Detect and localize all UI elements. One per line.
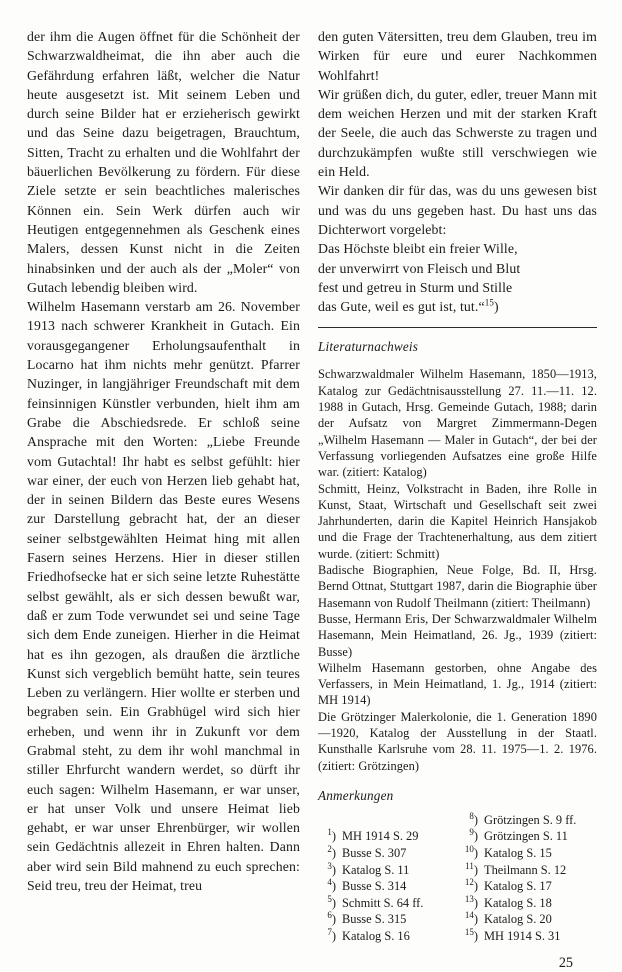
footnote-item: $^{13}$) Katalog S. 18 xyxy=(464,893,552,910)
section-divider xyxy=(318,327,597,328)
poem-line-text: das Gute, weil es gut ist, tut.“ xyxy=(318,299,485,315)
footnote-text: Schmitt S. 64 ff. xyxy=(342,895,424,910)
poem-line: Das Höchste bleibt ein freier Wille, xyxy=(318,241,518,257)
footnote-ref-15: 15 xyxy=(484,297,494,308)
footnote-number: 13 xyxy=(464,893,474,904)
right-column xyxy=(318,27,597,971)
footnote-text: Theilmann S. 12 xyxy=(484,862,567,877)
footnote-number: 14 xyxy=(464,910,474,921)
footnote-list-left xyxy=(318,812,460,945)
literature-entry: Badische Biographien, Neue Folge, Bd. II, Hrsg. Bernd Ottnat, Stuttgart 1987, darin die Biographie über Hasemann von Rudolf Theilmann (zitiert: Theilmann) xyxy=(318,563,597,610)
literature-heading: Literaturnachweis xyxy=(318,339,419,355)
footnote-text: Katalog S. 16 xyxy=(342,929,410,944)
poem-line-last xyxy=(318,297,597,316)
notes-heading: Anmerkungen xyxy=(318,787,394,803)
footnote-item: $^9$) Grötzingen S. 11 xyxy=(469,827,568,844)
literature-entry: Busse, Hermann Eris, Der Schwarzwaldmaler Wilhelm Hasemann, Mein Heimatland, 26. Jg., 1939 (zitiert: Busse) xyxy=(318,611,597,659)
footnote-number: 7 xyxy=(327,926,332,937)
literature-entry: Die Grötzinger Malerkolonie, die 1. Generation 1890—1920, Katalog der Ausstellung in der Staatl. Kunsthalle Karlsruhe vom 28. 11. 1975—1. 2. 1976. (zitiert: Grötzingen) xyxy=(318,709,597,773)
footnote-item: $^7$) Katalog S. 16 xyxy=(327,926,410,944)
left-column xyxy=(27,27,300,901)
footnote-text: Busse S. 315 xyxy=(342,912,407,927)
footnote-item: $^{14}$) Katalog S. 20 xyxy=(464,910,552,927)
footnote-number: 4 xyxy=(327,877,332,888)
footnote-number: 6 xyxy=(327,910,332,921)
footnote-item: $^1$) MH 1914 S. 29 xyxy=(327,827,419,844)
footnote-item: $^5$) Schmitt S. 64 ff. xyxy=(327,893,424,910)
footnote-item: $^{12}$) Katalog S. 17 xyxy=(464,877,552,894)
footnotes xyxy=(318,812,597,945)
footnote-number: 10 xyxy=(464,843,474,854)
footnote-text: Katalog S. 18 xyxy=(484,895,552,910)
footnote-text: Grötzingen S. 9 ff. xyxy=(484,812,577,827)
footnote-text: Katalog S. 20 xyxy=(484,912,552,927)
footnote-text: Katalog S. 17 xyxy=(484,879,552,894)
body-paragraph-1: der ihm die Augen öffnet für die Schönheit der Schwarzwaldheimat, die ihn aber auch die Gefährdung erfahren läßt, welcher die Natur heute ausgesetzt ist. Mit seinem Leben und durch seine Bilder hat er erzieherisch gewirkt und das Seine dazu beigetragen, Brauchtum, Sitten, Tracht zu erhalten und die Wohlfahrt der bäuerlichen Bevölkerung zu fördern. Für diese Ziele setzte er sein beachtliches malerisches Können ein. Sein Werk dürfen auch wir Heutigen entgegennehmen als Geschenk eines Malers, dessen Kunst nicht in die Zeiten hinabsinken und der auch als der „Moler“ von Gutach lebendig bleiben wird. xyxy=(27,29,300,295)
literature-entry: Schmitt, Heinz, Volkstracht in Baden, ihre Rolle in Kunst, Staat, Wirtschaft und Gesellschaft seit zwei Jahrhunderten, darin die Kapitel Heinrich Hansjakob und die Frage der Trachtenerhaltung, aus dem zitiert wurde. (zitiert: Schmitt) xyxy=(318,481,597,561)
footnote-number: 8 xyxy=(469,810,474,821)
poem-line: der unverwirrt von Fleisch und Blut xyxy=(318,260,521,276)
footnote-number: 3 xyxy=(327,860,332,871)
footnote-number: 11 xyxy=(465,860,474,871)
footnote-item: $^4$) Busse S. 314 xyxy=(327,877,407,894)
poem-line: fest und getreu in Sturm und Stille xyxy=(318,279,513,295)
body-paragraph-3: Wir grüßen dich, du guter, edler, treuer Mann mit dem weichen Herzen und mit der starken Kraft der Seele, die auch das Schwerste zu tragen und durchzukämpfen wußte still verschwiegen wie ein Held. xyxy=(318,86,597,180)
footnote-item: $^{11}$) Theilmann S. 12 xyxy=(465,860,567,877)
footnote-number: 5 xyxy=(327,893,332,904)
footnote-text: Busse S. 307 xyxy=(342,846,407,861)
body-paragraph-2: Wilhelm Hasemann verstarb am 26. November 1913 nach schwerer Krankheit in Gutach. Ein vorausgegangener Erholungsaufenthalt in Locarno hat ihm nichts mehr genützt. Pfarrer Nuzinger, in langjähriger Freundschaft mit dem feinsinnigen Künstler verbunden, hielt ihm am Grabe die Abschiedsrede. Er schloß seine Ansprache mit den Worten: „Liebe Freunde vom Gutachtal! Ihr habt es selbst gefühlt: hier war einer, der euch von Herzen lieb gehabt hat, der in seinen Bildern das Beste eures Wesens zur Darstellung gebracht hat, der an dieser seiner selbstgewählten Heimat hing mit allen Fasern seines Herzens. Hier in dieser stillen Friedhofsecke hat er sich seine letzte Ruhestätte selbst gewählt, als er sich dessen bewußt war, daß er zum Tode verwundet sei und seine Tage sich dem Ende zuneigen. Hierher in die Heimat hat es ihn gezogen, als draußen die ärztliche Kunst sich vergeblich bemüht hatte, sein teures Leben zu verlängern. Hier wollte er sterben und begraben sein. Ein Grabhügel wird sich hier erheben, und wenn ihr in Zukunft vor dem Grabmal steht, zu dem ihr wohl manchmal in stiller Ehrfurcht wandern werdet, so dürft ihr euch sagen: Wilhelm Hasemann, er war unser, er hat unser Volk und unsere Heimat lieb gehabt, er war unser Ehrenbürger, wir wollen sein Gedächtnis allezeit in Ehren halten. Dann aber wird sein Bild mahnend zu euch sprechen: Seid treu, treu der Heimat, treu xyxy=(27,299,300,894)
footnote-item: $^6$) Busse S. 315 xyxy=(327,910,407,927)
footnote-text: Katalog S. 11 xyxy=(342,862,410,877)
poem xyxy=(318,239,597,316)
footnote-number: 12 xyxy=(464,877,474,888)
footnote-ref-suffix: ) xyxy=(493,299,499,315)
footnote-text: MH 1914 S. 29 xyxy=(342,829,419,844)
literature-list xyxy=(318,366,597,773)
footnote-list-right xyxy=(460,812,597,945)
footnote-number: 2 xyxy=(327,843,332,854)
right-column-body xyxy=(318,27,597,316)
literature-entry: Wilhelm Hasemann gestorben, ohne Angabe des Verfassers, in Mein Heimatland, 1. Jg., 1914 (zitiert: MH 1914) xyxy=(318,660,597,708)
footnote-text: Busse S. 314 xyxy=(342,879,407,894)
footnote-number: 15 xyxy=(464,926,474,937)
body-paragraph-2-continued: den guten Vätersitten, treu dem Glauben, treu im Wirken für eure und eurer Nachkommen Wohlfahrt! xyxy=(318,29,597,83)
footnote-item: $^{10}$) Katalog S. 15 xyxy=(464,843,552,861)
footnote-item: $^2$) Busse S. 307 xyxy=(327,843,407,861)
footnote-text: Katalog S. 15 xyxy=(484,846,552,861)
footnote-item: $^3$) Katalog S. 11 xyxy=(327,860,410,877)
footnote-item: $^8$) Grötzingen S. 9 ff. xyxy=(469,810,577,827)
footnote-number: 9 xyxy=(469,827,474,838)
page-number: 25 xyxy=(558,954,573,971)
body-paragraph-4: Wir danken dir für das, was du uns gewesen bist und was du uns gegeben hast. Du hast uns das Dichterwort vorgelebt: xyxy=(318,183,597,237)
literature-entry: Schwarzwaldmaler Wilhelm Hasemann, 1850—1913, Katalog zur Gedächtnisausstellung 27. 11.—11. 12. 1988 in Gutach, Hrsg. Gemeinde Gutach, 1988; darin der Aufsatz von Margret Zimmermann-Degen „Wilhelm Hasemann — Maler in Gutach“, der bei der Verfassung vorliegenden Aufsatzes eine große Hilfe war. (zitiert: Katalog) xyxy=(318,367,597,480)
footnote-item: $^{15}$) MH 1914 S. 31 xyxy=(464,926,561,944)
footnote-text: Grötzingen S. 11 xyxy=(484,829,568,844)
footnote-text: MH 1914 S. 31 xyxy=(484,929,561,944)
footnote-number: 1 xyxy=(327,827,332,838)
